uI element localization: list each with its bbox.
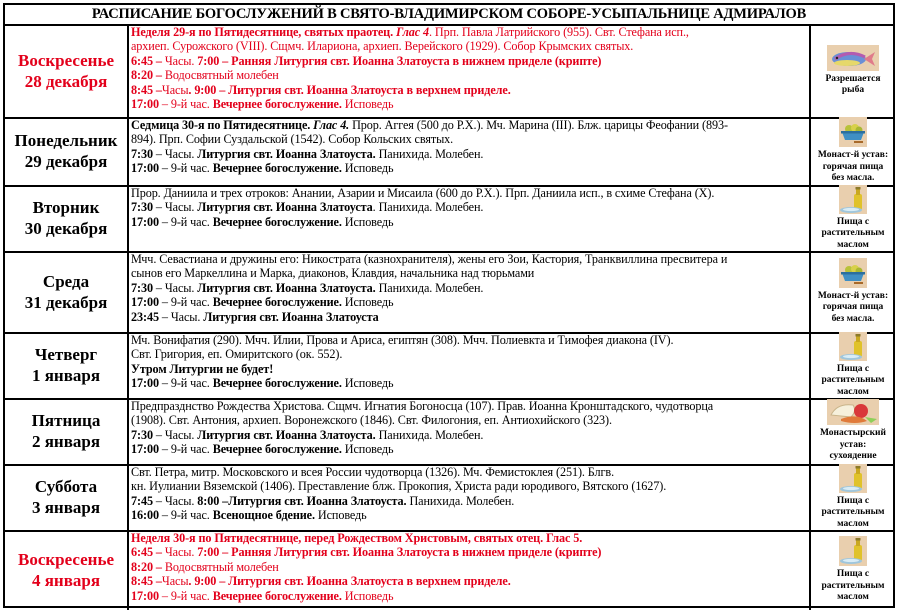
service-text: Литургия свт. Иоанна Златоуста. bbox=[197, 146, 376, 161]
service-text: . 9:00 – Литургия свт. Иоанна Златоуста в верхнем приделе. bbox=[188, 574, 511, 589]
services-cell bbox=[131, 465, 807, 523]
service-text: Неделя 30-я по Пятидесятнице, перед Рождеством Христовым, святых отец. Глас 5. bbox=[131, 531, 583, 545]
service-text: – 9-й час. bbox=[158, 214, 213, 229]
day-row bbox=[5, 251, 893, 334]
day-row bbox=[5, 332, 893, 400]
day-cell bbox=[5, 117, 129, 185]
fasting-rule-label: маслом bbox=[837, 592, 869, 603]
weekday: Воскресенье bbox=[17, 550, 114, 569]
service-text: Свт. Григория, еп. Омиритского (ок. 552). bbox=[131, 347, 343, 362]
fasting-rule-cell bbox=[809, 332, 895, 398]
date: 2 января bbox=[31, 432, 101, 451]
service-line bbox=[131, 54, 807, 68]
weekday: Понедельник bbox=[14, 131, 118, 150]
service-text: 17:00 bbox=[131, 161, 159, 176]
service-text: – 9-й час. bbox=[158, 97, 213, 112]
service-text: 8:00 –Литургия свт. Иоанна Златоуста. bbox=[197, 493, 407, 508]
oil-bottle-icon bbox=[839, 464, 867, 493]
service-line bbox=[131, 132, 807, 146]
service-line bbox=[131, 252, 807, 266]
weekday: Четверг bbox=[34, 345, 98, 364]
date: 31 декабря bbox=[24, 292, 108, 312]
service-line bbox=[131, 442, 807, 456]
fasting-rule-label: Монастырский bbox=[819, 428, 887, 439]
hot-pot-icon bbox=[839, 117, 867, 147]
bread-vegetables-icon bbox=[827, 399, 879, 425]
service-text: Вечернее богослужение. bbox=[212, 295, 342, 310]
oil-bottle-icon bbox=[839, 185, 867, 214]
day-cell bbox=[5, 24, 129, 117]
fasting-rule-label: маслом bbox=[837, 518, 869, 529]
service-text: Панихида. Молебен. bbox=[406, 493, 515, 508]
weekday: Воскресенье bbox=[17, 50, 114, 70]
fasting-rule-label: растительным bbox=[821, 507, 885, 517]
service-text: – Часы. bbox=[158, 309, 204, 324]
service-line bbox=[131, 266, 807, 280]
weekday: Пятница bbox=[31, 411, 101, 430]
date: 30 декабря bbox=[24, 219, 108, 238]
services-cell bbox=[131, 531, 807, 603]
service-line bbox=[131, 589, 807, 603]
fasting-rule-label: без масла. bbox=[831, 313, 875, 324]
service-text: – Часы. bbox=[152, 427, 198, 442]
service-text: Водосвятный молебен bbox=[161, 559, 279, 574]
service-text: Исповедь bbox=[341, 214, 394, 229]
service-text: Прор. Аггея (500 до Р.Х.). Мч. Марина (III). Блж. царицы Феофании (893- bbox=[349, 118, 728, 132]
service-line bbox=[131, 413, 807, 427]
service-text: – Часы. bbox=[152, 493, 198, 508]
service-text: сынов его Маркеллина и Марка, диаконов, Клавдия, начальника над тюрьмами bbox=[131, 266, 535, 281]
service-line bbox=[131, 376, 807, 390]
service-line bbox=[131, 347, 807, 361]
service-text: Часы bbox=[161, 82, 189, 97]
service-text: Часы bbox=[161, 574, 189, 589]
oil-bottle-icon bbox=[839, 536, 867, 566]
service-text: 7:00 – Ранняя Литургия свт. Иоанна Златоуста в нижнем приделе (крипте) bbox=[197, 53, 602, 68]
services-cell bbox=[131, 186, 807, 229]
service-text: Вечернее богослужение. bbox=[212, 376, 342, 391]
service-text: Исповедь bbox=[341, 442, 394, 457]
service-text: 17:00 bbox=[131, 214, 159, 229]
service-line bbox=[131, 281, 807, 295]
fasting-rule-cell bbox=[809, 24, 895, 117]
service-text: Седмица 30-я по Пятидесятнице. bbox=[131, 118, 314, 132]
service-text: 7:30 bbox=[131, 280, 153, 295]
service-text: 8:45 – bbox=[131, 82, 162, 97]
service-line bbox=[131, 545, 807, 559]
service-text: – 9-й час. bbox=[158, 295, 213, 310]
fasting-rule-cell bbox=[809, 117, 895, 185]
service-line bbox=[131, 295, 807, 309]
service-text: Всенощное бдение. bbox=[212, 508, 315, 523]
service-text: Неделя 29-я по Пятидесятнице, святых праотец. bbox=[131, 25, 397, 39]
service-line bbox=[131, 560, 807, 574]
day-row bbox=[5, 530, 893, 610]
service-text: Предпразднство Рождества Христова. Сщмч. Игнатия Богоносца (107). Прав. Иоанна Кронштадского, чудотворца bbox=[131, 399, 714, 413]
service-text: 23:45 bbox=[131, 309, 159, 324]
fasting-rule-label: сухоядение bbox=[829, 451, 877, 462]
service-text: Часы. bbox=[161, 53, 198, 68]
service-line bbox=[131, 508, 807, 522]
service-line bbox=[131, 465, 807, 479]
service-text: 6:45 – bbox=[131, 545, 162, 560]
service-text: 17:00 bbox=[131, 376, 159, 391]
service-text: Свт. Петра, митр. Московского и всея России чудотворца (1326). Мч. Фемистоклея (251). Блгв. bbox=[131, 465, 615, 479]
service-text: Вечернее богослужение. bbox=[212, 161, 342, 176]
service-text: – 9-й час. bbox=[158, 508, 213, 523]
service-text: архиеп. Сурожского (VIII). Сщмч. Илариона, архиеп. Верейского (1929). Собор Крымских святых. bbox=[131, 39, 634, 54]
service-text: Панихида. Молебен. bbox=[375, 280, 484, 295]
service-text: 8:45 – bbox=[131, 574, 162, 589]
fasting-rule-label: растительным bbox=[821, 228, 885, 238]
oil-bottle-icon bbox=[839, 332, 867, 361]
page-title: РАСПИСАНИЕ БОГОСЛУЖЕНИЙ В СВЯТО-ВЛАДИМИРСКОМ СОБОРЕ-УСЫПАЛЬНИЦЕ АДМИРАЛОВ bbox=[5, 5, 893, 26]
day-row bbox=[5, 398, 893, 466]
service-line bbox=[131, 97, 807, 111]
service-text: Вечернее богослужение. bbox=[212, 588, 342, 603]
services-cell bbox=[131, 25, 807, 111]
fasting-rule-cell bbox=[809, 251, 895, 332]
service-text: Литургия свт. Иоанна Златоуста bbox=[197, 200, 373, 215]
services-cell bbox=[131, 252, 807, 324]
fasting-rule-label: Пища с bbox=[836, 569, 870, 580]
service-line bbox=[131, 83, 807, 97]
fasting-rule-label: Разрешается bbox=[825, 73, 881, 84]
service-text: 8:20 – bbox=[131, 68, 162, 83]
date: 3 января bbox=[31, 498, 101, 517]
service-text: 16:00 bbox=[131, 508, 159, 523]
service-text: Часы. bbox=[161, 545, 198, 560]
service-text: 17:00 bbox=[131, 588, 159, 603]
service-line bbox=[131, 428, 807, 442]
service-text: Исповедь bbox=[341, 97, 394, 112]
day-cell bbox=[5, 332, 129, 398]
fasting-rule-label: устав: bbox=[839, 439, 867, 450]
service-text: Панихида. Молебен. bbox=[375, 146, 484, 161]
service-text: 8:20 – bbox=[131, 559, 162, 574]
service-line bbox=[131, 479, 807, 493]
service-text: – 9-й час. bbox=[158, 161, 213, 176]
service-text: 7:45 bbox=[131, 493, 153, 508]
service-text: Мчч. Севастиана и дружины его: Никострата (казнохранителя), жены его Зои, Кастория, Транквиллина пресвитера и bbox=[131, 252, 728, 266]
date: 29 декабря bbox=[24, 152, 108, 171]
day-cell bbox=[5, 185, 129, 251]
services-cell bbox=[131, 399, 807, 457]
service-text: Исповедь bbox=[341, 161, 394, 176]
service-text: Прор. Даниила и трех отроков: Анании, Азарии и Мисаила (600 до Р.Х.). Прп. Даниила исп., в схиме Стефана (X). bbox=[131, 186, 715, 200]
fasting-rule-label: маслом bbox=[837, 239, 869, 250]
service-line bbox=[131, 186, 807, 200]
service-text: Исповедь bbox=[341, 295, 394, 310]
services-cell bbox=[131, 333, 807, 391]
fasting-rule-label: Пища с bbox=[836, 363, 870, 374]
fasting-rule-label: без масла. bbox=[831, 173, 875, 184]
day-cell bbox=[5, 530, 129, 610]
service-line bbox=[131, 118, 807, 132]
service-text: 7:30 bbox=[131, 200, 153, 215]
service-line bbox=[131, 333, 807, 347]
fasting-rule-label: горячая пища bbox=[822, 161, 884, 172]
fish-icon bbox=[827, 45, 879, 71]
service-text: – 9-й час. bbox=[158, 588, 213, 603]
service-line bbox=[131, 68, 807, 82]
service-text: Мч. Вонифатия (290). Мчч. Илии, Прова и Ариса, египтян (308). Мчч. Полиевкта и Тимофея диакона (IV). bbox=[131, 333, 674, 347]
day-cell bbox=[5, 251, 129, 332]
service-text: Исповедь bbox=[341, 376, 394, 391]
service-line bbox=[131, 147, 807, 161]
service-line bbox=[131, 531, 807, 545]
fasting-rule-cell bbox=[809, 464, 895, 530]
service-text: . 9:00 – Литургия свт. Иоанна Златоуста в верхнем приделе. bbox=[188, 82, 511, 97]
service-text: 17:00 bbox=[131, 97, 159, 112]
service-text: Вечернее богослужение. bbox=[212, 442, 342, 457]
fasting-rule-label: растительным bbox=[821, 375, 885, 385]
fasting-rule-label: горячая пища bbox=[822, 302, 884, 313]
service-text: Водосвятный молебен bbox=[161, 68, 279, 83]
service-text: 7:00 – Ранняя Литургия свт. Иоанна Златоуста в нижнем приделе (крипте) bbox=[197, 545, 602, 560]
schedule-table bbox=[3, 3, 895, 608]
service-line bbox=[131, 399, 807, 413]
weekday: Суббота bbox=[34, 477, 98, 496]
day-cell bbox=[5, 398, 129, 464]
day-row bbox=[5, 464, 893, 532]
hot-pot-icon bbox=[839, 258, 867, 288]
service-text: 7:30 bbox=[131, 146, 153, 161]
weekday: Среда bbox=[42, 271, 90, 291]
service-text: Литургия свт. Иоанна Златоуста. bbox=[197, 280, 376, 295]
fasting-rule-label: Пища с bbox=[836, 495, 870, 506]
fasting-rule-label: маслом bbox=[837, 386, 869, 397]
fasting-rule-label: рыба bbox=[841, 85, 865, 95]
service-text: кн. Иулиании Вяземской (1406). Преставление блж. Прокопия, Христа ради юродивого, Вятского (1627). bbox=[131, 479, 667, 494]
service-text: 894). Прп. Софии Суздальской (1542). Собор Кольских святых. bbox=[131, 132, 454, 147]
service-text: Утром Литургии не будет! bbox=[131, 361, 274, 376]
service-line bbox=[131, 494, 807, 508]
service-text: . Прп. Павла Латрийского (955). Свт. Стефана исп., bbox=[429, 25, 689, 39]
service-text: Исповедь bbox=[314, 508, 367, 523]
service-text: Литургия свт. Иоанна Златоуста bbox=[203, 309, 379, 324]
date: 28 декабря bbox=[24, 71, 108, 91]
date: 1 января bbox=[31, 366, 101, 385]
service-text: – 9-й час. bbox=[158, 442, 213, 457]
service-line bbox=[131, 39, 807, 53]
day-cell bbox=[5, 464, 129, 530]
service-text: (1908). Свт. Антония, архиеп. Воронежского (1846). Свт. Филогония, еп. Антиохийского (323). bbox=[131, 413, 612, 428]
fasting-rule-cell bbox=[809, 530, 895, 610]
service-text: – Часы. bbox=[152, 280, 198, 295]
fasting-rule-label: растительным bbox=[821, 580, 885, 591]
service-text: 7:30 bbox=[131, 427, 153, 442]
service-text: – Часы. bbox=[152, 200, 198, 215]
service-text: Вечернее богослужение. bbox=[212, 214, 342, 229]
service-text: Исповедь bbox=[341, 588, 394, 603]
services-cell bbox=[131, 118, 807, 176]
service-line bbox=[131, 25, 807, 39]
service-text: – Часы. bbox=[152, 146, 198, 161]
fasting-rule-cell bbox=[809, 398, 895, 464]
service-text: 17:00 bbox=[131, 295, 159, 310]
day-row bbox=[5, 24, 893, 119]
fasting-rule-label: Монаст-й устав: bbox=[817, 290, 889, 301]
service-text: 6:45 – bbox=[131, 53, 162, 68]
fasting-rule-label: Пища с bbox=[836, 216, 870, 227]
fasting-rule-cell bbox=[809, 185, 895, 251]
service-text: . Панихида. Молебен. bbox=[372, 200, 484, 215]
service-text: Глас 4. bbox=[313, 118, 350, 132]
service-text: – 9-й час. bbox=[158, 376, 213, 391]
service-line bbox=[131, 310, 807, 324]
service-line bbox=[131, 215, 807, 229]
service-text: Глас 4 bbox=[396, 25, 430, 39]
service-text: Литургия свт. Иоанна Златоуста. bbox=[197, 427, 376, 442]
service-text: Вечернее богослужение. bbox=[212, 97, 342, 112]
fasting-rule-label: Монаст-й устав: bbox=[817, 150, 889, 161]
service-line bbox=[131, 362, 807, 376]
service-text: Панихида. Молебен. bbox=[375, 427, 484, 442]
day-row bbox=[5, 117, 893, 187]
date: 4 января bbox=[31, 571, 101, 590]
service-line bbox=[131, 200, 807, 214]
weekday: Вторник bbox=[32, 198, 100, 217]
service-text: 17:00 bbox=[131, 442, 159, 457]
service-line bbox=[131, 574, 807, 588]
day-row bbox=[5, 185, 893, 253]
service-line bbox=[131, 161, 807, 175]
